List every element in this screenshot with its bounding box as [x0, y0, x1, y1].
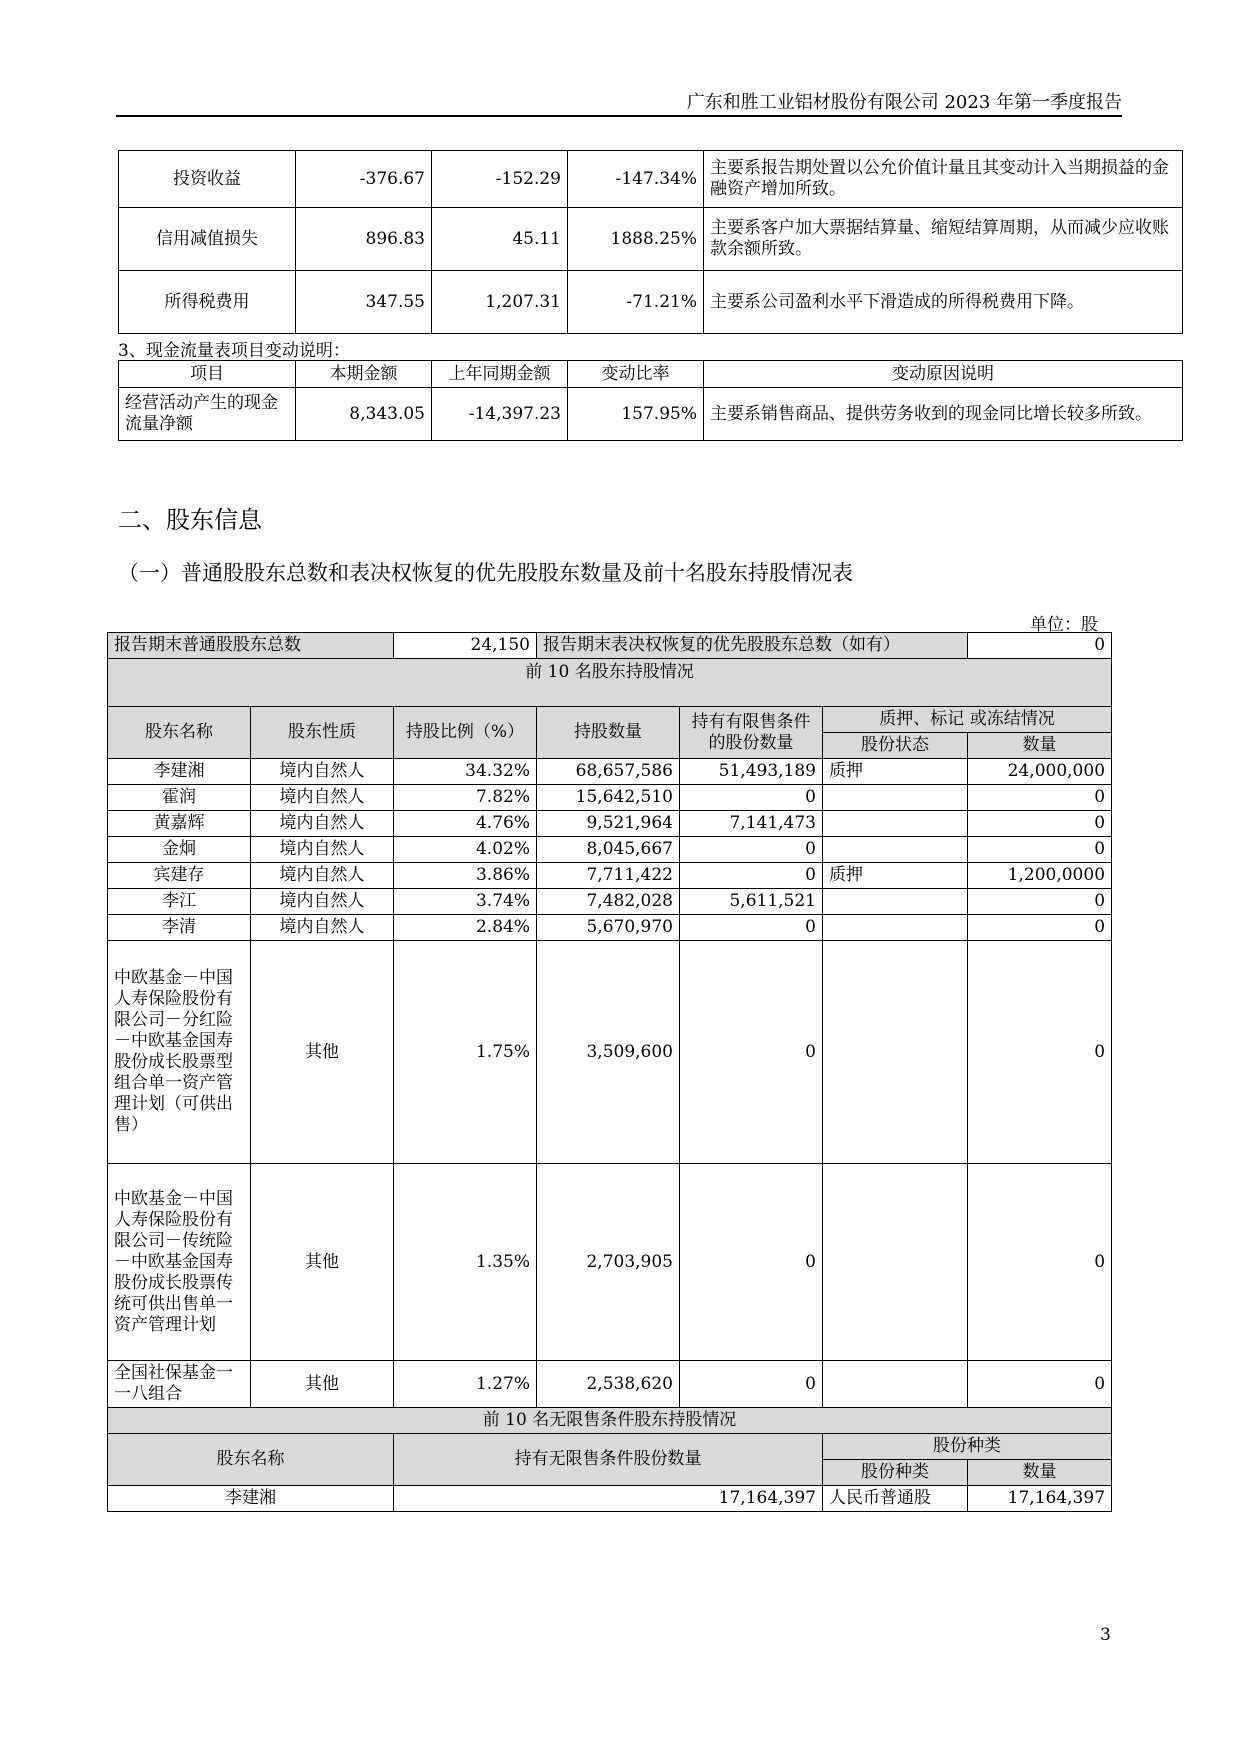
holder-pct: 3.86% — [394, 863, 537, 889]
row-prior: -14,397.23 — [432, 388, 568, 441]
top10-title: 前 10 名股东持股情况 — [108, 659, 1112, 707]
holder-amount: 0 — [968, 1164, 1112, 1361]
col-header-current: 本期金额 — [296, 361, 432, 388]
col-header-item: 项目 — [119, 361, 296, 388]
holder-name: 李江 — [108, 889, 251, 915]
table-row — [108, 915, 1112, 941]
holder-amount: 24,000,000 — [968, 759, 1112, 785]
holder-nature: 境内自然人 — [251, 837, 394, 863]
col-header-ratio: 变动比率 — [568, 361, 704, 388]
u-col-header-type: 股份种类 — [823, 1434, 1112, 1460]
holder-restricted: 0 — [680, 941, 823, 1164]
holder-amount: 0 — [968, 941, 1112, 1164]
col-header-name: 股东名称 — [108, 707, 251, 759]
cashflow-heading: 3、现金流量表项目变动说明： — [118, 341, 350, 361]
u-col-header-type2: 股份种类 — [823, 1460, 968, 1486]
holder-restricted: 0 — [680, 785, 823, 811]
holder-name: 李建湘 — [108, 759, 251, 785]
unit-label: 单位：股 — [1030, 615, 1098, 635]
table-header-row — [119, 361, 1183, 388]
u-row-amount: 17,164,397 — [968, 1486, 1112, 1512]
total-holders-label: 报告期末普通股股东总数 — [108, 633, 394, 659]
row-prior: 45.11 — [432, 208, 568, 271]
table-header-row — [108, 707, 1112, 733]
table-row — [108, 1164, 1112, 1361]
holder-qty: 8,045,667 — [537, 837, 680, 863]
col-header-pct: 持股比例（%） — [394, 707, 537, 759]
row-reason: 主要系客户加大票据结算量、缩短结算周期，从而减少应收账款余额所致。 — [704, 208, 1183, 271]
u-col-header-name: 股东名称 — [108, 1434, 394, 1486]
row-reason: 主要系公司盈利水平下滑造成的所得税费用下降。 — [704, 271, 1183, 334]
profit-change-table — [118, 150, 1183, 334]
table-row — [108, 889, 1112, 915]
holder-qty: 2,703,905 — [537, 1164, 680, 1361]
holder-amount: 0 — [968, 837, 1112, 863]
holder-status — [823, 811, 968, 837]
table-header-row — [108, 1434, 1112, 1460]
holder-pct: 1.75% — [394, 941, 537, 1164]
holder-amount: 1,200,0000 — [968, 863, 1112, 889]
holder-restricted: 51,493,189 — [680, 759, 823, 785]
row-item: 所得税费用 — [119, 271, 296, 334]
summary-row — [108, 633, 1112, 659]
holder-nature: 境内自然人 — [251, 785, 394, 811]
header-divider — [116, 115, 1122, 117]
holder-qty: 68,657,586 — [537, 759, 680, 785]
section-subtitle: （一）普通股股东总数和表决权恢复的优先股股东数量及前十名股东持股情况表 — [118, 561, 853, 585]
table-row — [119, 151, 1183, 208]
holder-nature: 境内自然人 — [251, 915, 394, 941]
holder-status: 质押 — [823, 863, 968, 889]
holder-nature: 境内自然人 — [251, 811, 394, 837]
holder-name: 霍润 — [108, 785, 251, 811]
holder-pct: 1.27% — [394, 1361, 537, 1408]
holder-restricted: 7,141,473 — [680, 811, 823, 837]
col-header-restricted: 持有有限售条件的股份数量 — [680, 707, 823, 759]
holder-restricted: 0 — [680, 837, 823, 863]
col-header-pledge: 质押、标记 或冻结情况 — [823, 707, 1112, 733]
holder-qty: 2,538,620 — [537, 1361, 680, 1408]
row-ratio: 157.95% — [568, 388, 704, 441]
holder-amount: 0 — [968, 1361, 1112, 1408]
holder-nature: 其他 — [251, 1361, 394, 1408]
u-col-header-amount: 数量 — [968, 1460, 1112, 1486]
holder-status — [823, 941, 968, 1164]
holder-qty: 7,482,028 — [537, 889, 680, 915]
holder-name: 中欧基金－中国人寿保险股份有限公司－传统险－中欧基金国寿股份成长股票传统可供出售单一资产管理计划 — [108, 1164, 251, 1361]
holder-pct: 2.84% — [394, 915, 537, 941]
col-header-status: 股份状态 — [823, 733, 968, 759]
col-header-amount: 数量 — [968, 733, 1112, 759]
row-reason: 主要系销售商品、提供劳务收到的现金同比增长较多所致。 — [704, 388, 1183, 441]
holder-pct: 34.32% — [394, 759, 537, 785]
cashflow-table — [118, 360, 1183, 441]
col-header-reason: 变动原因说明 — [704, 361, 1183, 388]
col-header-qty: 持股数量 — [537, 707, 680, 759]
holder-nature: 境内自然人 — [251, 759, 394, 785]
holder-pct: 7.82% — [394, 785, 537, 811]
holder-name: 金炯 — [108, 837, 251, 863]
u-row-type: 人民币普通股 — [823, 1486, 968, 1512]
table-row — [119, 208, 1183, 271]
holder-name: 李清 — [108, 915, 251, 941]
holder-status: 质押 — [823, 759, 968, 785]
col-header-prior: 上年同期金额 — [432, 361, 568, 388]
holder-restricted: 0 — [680, 1164, 823, 1361]
holder-qty: 5,670,970 — [537, 915, 680, 941]
row-reason: 主要系报告期处置以公允价值计量且其变动计入当期损益的金融资产增加所致。 — [704, 151, 1183, 208]
holder-qty: 15,642,510 — [537, 785, 680, 811]
section-header-row — [108, 659, 1112, 707]
row-ratio: 1888.25% — [568, 208, 704, 271]
table-row — [108, 1361, 1112, 1408]
section-title: 二、股东信息 — [118, 506, 262, 534]
holder-amount: 0 — [968, 889, 1112, 915]
holder-rows — [108, 759, 1112, 1408]
u-row-qty: 17,164,397 — [394, 1486, 823, 1512]
holder-status — [823, 889, 968, 915]
row-item: 信用减值损失 — [119, 208, 296, 271]
table-row — [108, 785, 1112, 811]
table-row — [108, 811, 1112, 837]
holder-nature: 境内自然人 — [251, 889, 394, 915]
holder-pct: 4.02% — [394, 837, 537, 863]
row-prior: 1,207.31 — [432, 271, 568, 334]
section-header-row — [108, 1408, 1112, 1434]
col-header-nature: 股东性质 — [251, 707, 394, 759]
holder-qty: 3,509,600 — [537, 941, 680, 1164]
holder-qty: 9,521,964 — [537, 811, 680, 837]
holder-amount: 0 — [968, 785, 1112, 811]
holder-name: 黄嘉辉 — [108, 811, 251, 837]
table-row — [108, 941, 1112, 1164]
u-row-name: 李建湘 — [108, 1486, 394, 1512]
row-item: 投资收益 — [119, 151, 296, 208]
row-ratio: -147.34% — [568, 151, 704, 208]
table-row — [119, 271, 1183, 334]
page-number: 3 — [1100, 1625, 1111, 1645]
row-item: 经营活动产生的现金流量净额 — [119, 388, 296, 441]
table-row — [108, 1486, 1112, 1512]
holder-nature: 其他 — [251, 1164, 394, 1361]
report-header-title: 广东和胜工业铝材股份有限公司 2023 年第一季度报告 — [686, 92, 1122, 113]
holder-restricted: 0 — [680, 915, 823, 941]
row-current: 347.55 — [296, 271, 432, 334]
holder-nature: 境内自然人 — [251, 863, 394, 889]
u-col-header-qty: 持有无限售条件股份数量 — [394, 1434, 823, 1486]
pref-holders-label: 报告期末表决权恢复的优先股股东总数（如有） — [537, 633, 968, 659]
holder-restricted: 5,611,521 — [680, 889, 823, 915]
row-ratio: -71.21% — [568, 271, 704, 334]
holder-amount: 0 — [968, 811, 1112, 837]
holder-pct: 4.76% — [394, 811, 537, 837]
shareholder-table — [107, 632, 1112, 1512]
holder-amount: 0 — [968, 915, 1112, 941]
holder-status — [823, 785, 968, 811]
holder-status — [823, 837, 968, 863]
table-row — [119, 388, 1183, 441]
holder-pct: 1.35% — [394, 1164, 537, 1361]
holder-status — [823, 915, 968, 941]
row-current: 8,343.05 — [296, 388, 432, 441]
row-prior: -152.29 — [432, 151, 568, 208]
unrestricted-title: 前 10 名无限售条件股东持股情况 — [108, 1408, 1112, 1434]
row-current: 896.83 — [296, 208, 432, 271]
row-current: -376.67 — [296, 151, 432, 208]
holder-status — [823, 1164, 968, 1361]
table-row — [108, 863, 1112, 889]
holder-restricted: 0 — [680, 863, 823, 889]
holder-qty: 7,711,422 — [537, 863, 680, 889]
holder-restricted: 0 — [680, 1361, 823, 1408]
holder-name: 宾建存 — [108, 863, 251, 889]
holder-pct: 3.74% — [394, 889, 537, 915]
holder-status — [823, 1361, 968, 1408]
pref-holders-value: 0 — [968, 633, 1112, 659]
table-row — [108, 837, 1112, 863]
holder-name: 全国社保基金一一八组合 — [108, 1361, 251, 1408]
total-holders-value: 24,150 — [394, 633, 537, 659]
holder-name: 中欧基金－中国人寿保险股份有限公司－分红险－中欧基金国寿股份成长股票型组合单一资产管理计划（可供出售） — [108, 941, 251, 1164]
table-row — [108, 759, 1112, 785]
holder-nature: 其他 — [251, 941, 394, 1164]
